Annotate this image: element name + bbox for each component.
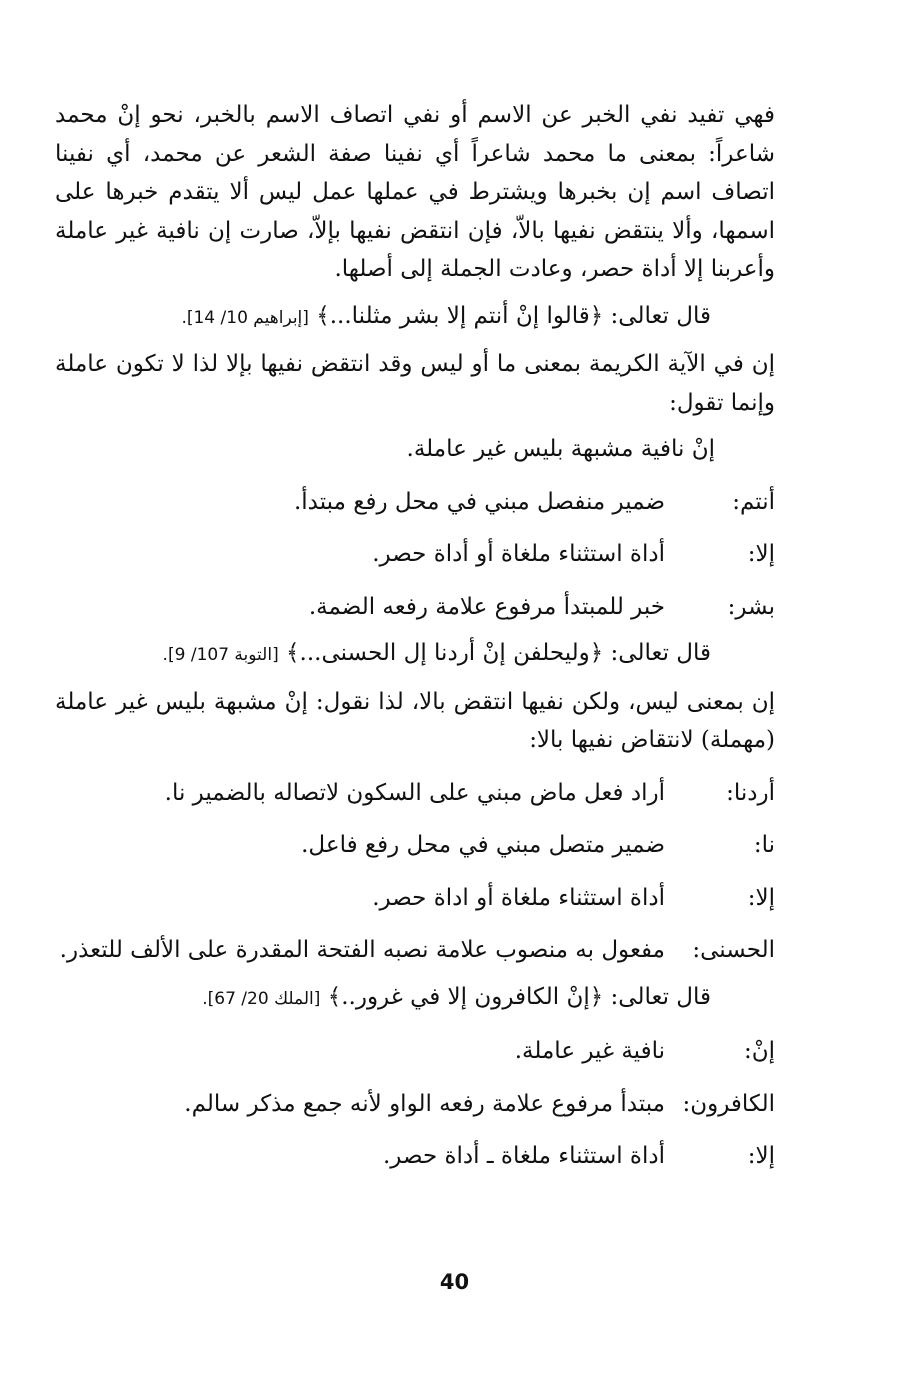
gloss-row xyxy=(55,1085,775,1124)
gloss-row xyxy=(55,826,775,865)
quote-text: قال تعالى: ﴿وليحلفن إنْ أردنا إل الحسنى...﴾ xyxy=(286,640,711,666)
quote-text: قال تعالى: ﴿قالوا إنْ أنتم إلا بشر مثلنا...﴾ xyxy=(316,302,711,329)
gloss-term: بشر: xyxy=(727,593,775,620)
gloss-row xyxy=(55,588,775,627)
quote-reference: [التوبة 107/ 9]. xyxy=(162,645,279,665)
gloss-term: إلا: xyxy=(747,1143,775,1169)
gloss-definition: مبتدأ مرفوع علامة رفعه الواو لأنه جمع مذكر سالم. xyxy=(184,1090,665,1117)
gloss-term: إنْ: xyxy=(743,1038,775,1064)
gloss-term: الكافرون: xyxy=(682,1090,775,1117)
gloss-definition: ضمير منفصل مبني في محل رفع مبتدأ. xyxy=(293,488,665,515)
gloss-row xyxy=(55,483,775,522)
gloss-list-2 xyxy=(55,774,775,970)
gloss-row xyxy=(55,535,775,574)
gloss-definition: خبر للمبتدأ مرفوع علامة رفعه الضمة. xyxy=(308,593,665,620)
page-body xyxy=(55,96,775,1176)
quote-reference: [إبراهيم 10/ 14]. xyxy=(181,307,309,328)
gloss-list-3 xyxy=(55,1032,775,1176)
gloss-row xyxy=(55,774,775,813)
gloss-definition: أداة استثناء ملغاة ـ أداة حصر. xyxy=(383,1143,665,1169)
gloss-row xyxy=(55,931,775,970)
gloss-term: إلا: xyxy=(747,884,775,911)
gloss-definition: أداة استثناء ملغاة أو أداة حصر. xyxy=(372,541,665,567)
gloss-definition: أراد فعل ماض مبني على السكون لاتصاله بالضمير نا. xyxy=(164,779,665,806)
gloss-definition: ضمير متصل مبني في محل رفع فاعل. xyxy=(301,832,665,858)
quote-reference: [الملك 20/ 67]. xyxy=(202,988,321,1009)
paragraph-intro: فهي تفيد نفي الخبر عن الاسم أو نفي اتصاف الاسم بالخبر، نحو إنْ محمد شاعراً: بمعنى ما محمد شاعراً أي نفينا صفة الشعر عن محمد، أي نفينا اتصاف اسم إن بخبرها ويشترط في عملها عمل ليس ألا يتقدم خبرها على اسمها، وألا ينتقض نفيها بالاّ، فإن انتقض نفيها بإلاّ، صارت إن نافية غير عاملة وأعربنا إلا أداة حصر، وعادت الجملة إلى أصلها. xyxy=(55,102,775,282)
paragraph-parsing-intro: إنْ نافية مشبهة بليس غير عاملة. xyxy=(406,436,715,462)
page-number: 40 xyxy=(439,1270,470,1294)
gloss-term: الحسنى: xyxy=(692,937,775,963)
paragraph-explanation-1: إن في الآية الكريمة بمعنى ما أو ليس وقد انتقض نفيها بإلا لذا لا تكون عاملة وإنما تقول: xyxy=(55,351,775,416)
gloss-definition: مفعول به منصوب علامة نصبه الفتحة المقدرة على الألف للتعذر. xyxy=(59,937,665,963)
quran-quote-1 xyxy=(55,297,775,338)
gloss-list-1 xyxy=(55,483,775,627)
gloss-row xyxy=(55,1032,775,1071)
gloss-definition: أداة استثناء ملغاة أو اداة حصر. xyxy=(372,884,665,911)
quote-text: قال تعالى: ﴿إنْ الكافرون إلا في غرور..﴾ xyxy=(327,983,711,1010)
gloss-term: إلا: xyxy=(747,541,775,567)
paragraph-explanation-2: إن بمعنى ليس، ولكن نفيها انتقض بالا، لذا نقول: إنْ مشبهة بليس غير عاملة (مهملة) لانتقاض نفيها بالا: xyxy=(55,688,775,753)
gloss-row xyxy=(55,879,775,918)
gloss-term: نا: xyxy=(753,832,775,858)
gloss-term: أنتم: xyxy=(732,488,775,515)
quran-quote-3 xyxy=(55,978,775,1019)
quran-quote-2 xyxy=(55,634,775,675)
gloss-term: أردنا: xyxy=(726,779,775,806)
gloss-row xyxy=(55,1137,775,1176)
gloss-definition: نافية غير عاملة. xyxy=(514,1038,665,1064)
